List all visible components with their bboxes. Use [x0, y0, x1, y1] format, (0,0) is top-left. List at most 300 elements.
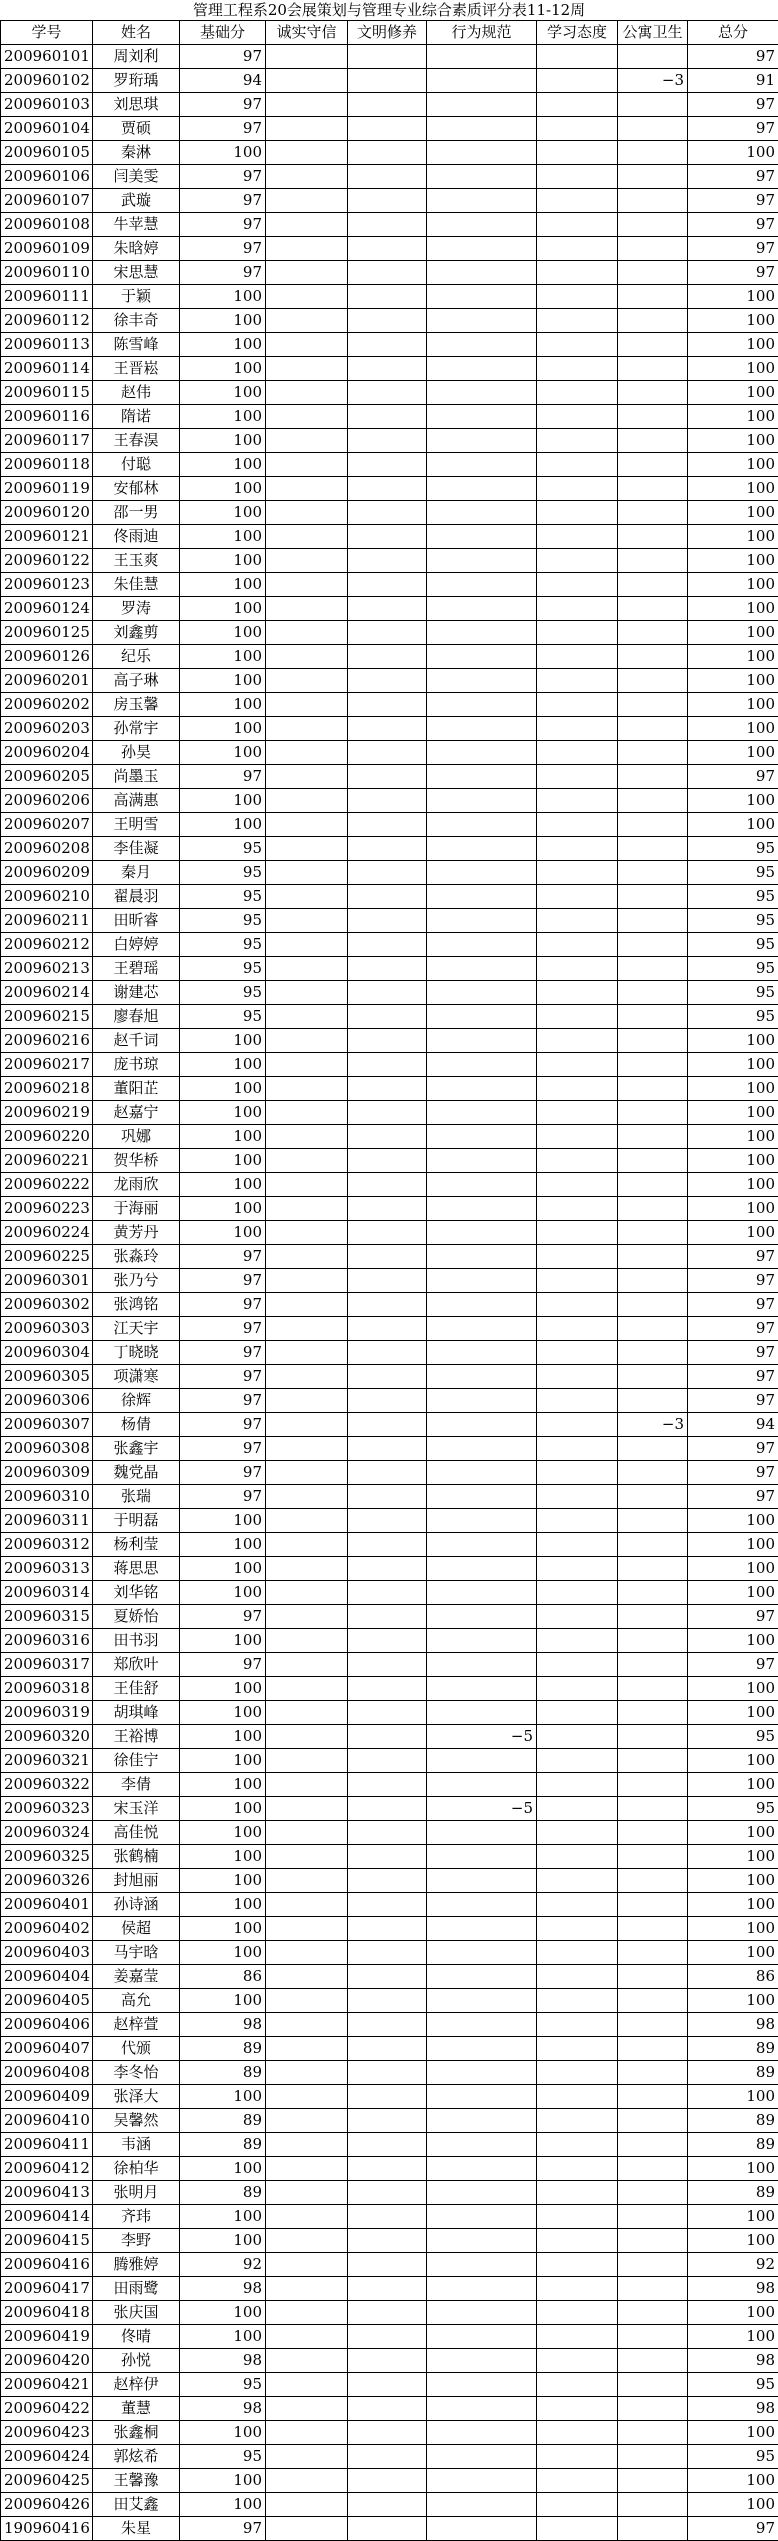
- total-cell: 98: [688, 2013, 778, 2037]
- dorm-hygiene-cell: [618, 2373, 688, 2397]
- total-cell: 100: [688, 1509, 778, 1533]
- dorm-hygiene-cell: [618, 285, 688, 309]
- name-cell: 田昕睿: [93, 909, 180, 933]
- base-score-cell: 100: [180, 1581, 266, 1605]
- table-row: [1, 1581, 778, 1605]
- civility-cell: [348, 525, 427, 549]
- total-cell: 91: [688, 69, 778, 93]
- honesty-cell: [266, 2301, 348, 2325]
- dorm-hygiene-cell: [618, 237, 688, 261]
- table-row: [1, 333, 778, 357]
- conduct-cell: [427, 1029, 537, 1053]
- dorm-hygiene-cell: [618, 1605, 688, 1629]
- civility-cell: [348, 1557, 427, 1581]
- total-cell: 95: [688, 2445, 778, 2469]
- base-score-cell: 86: [180, 1965, 266, 1989]
- table-row: [1, 1221, 778, 1245]
- conduct-cell: [427, 1005, 537, 1029]
- name-cell: 田书羽: [93, 1629, 180, 1653]
- student-id-cell: 200960422: [1, 2397, 93, 2421]
- name-cell: 牛苹慧: [93, 213, 180, 237]
- base-score-cell: 100: [180, 1533, 266, 1557]
- student-id-cell: 200960220: [1, 1125, 93, 1149]
- dorm-hygiene-cell: [618, 333, 688, 357]
- conduct-cell: [427, 1845, 537, 1869]
- civility-cell: [348, 477, 427, 501]
- dorm-hygiene-cell: [618, 1629, 688, 1653]
- honesty-cell: [266, 165, 348, 189]
- civility-cell: [348, 429, 427, 453]
- total-cell: 97: [688, 45, 778, 69]
- table-row: [1, 165, 778, 189]
- header-row: [1, 21, 778, 45]
- study-attitude-cell: [537, 477, 618, 501]
- honesty-cell: [266, 525, 348, 549]
- total-cell: 95: [688, 861, 778, 885]
- honesty-cell: [266, 2397, 348, 2421]
- table-row: [1, 1989, 778, 2013]
- honesty-cell: [266, 237, 348, 261]
- dorm-hygiene-cell: [618, 1653, 688, 1677]
- header-total: 总分: [688, 21, 778, 45]
- table-row: [1, 2397, 778, 2421]
- honesty-cell: [266, 1605, 348, 1629]
- base-score-cell: 97: [180, 213, 266, 237]
- student-id-cell: 200960111: [1, 285, 93, 309]
- name-cell: 代颁: [93, 2037, 180, 2061]
- name-cell: 张乃兮: [93, 1269, 180, 1293]
- name-cell: 徐辉: [93, 1389, 180, 1413]
- honesty-cell: [266, 381, 348, 405]
- table-row: [1, 525, 778, 549]
- table-row: [1, 1269, 778, 1293]
- conduct-cell: [427, 1149, 537, 1173]
- honesty-cell: [266, 837, 348, 861]
- name-cell: 巩娜: [93, 1125, 180, 1149]
- name-cell: 腾雅婷: [93, 2253, 180, 2277]
- name-cell: 朱佳慧: [93, 573, 180, 597]
- conduct-cell: [427, 2469, 537, 2493]
- study-attitude-cell: [537, 669, 618, 693]
- conduct-cell: −5: [427, 1725, 537, 1749]
- civility-cell: [348, 1389, 427, 1413]
- base-score-cell: 100: [180, 2229, 266, 2253]
- study-attitude-cell: [537, 1533, 618, 1557]
- honesty-cell: [266, 1293, 348, 1317]
- total-cell: 97: [688, 165, 778, 189]
- study-attitude-cell: [537, 1509, 618, 1533]
- table-row: [1, 213, 778, 237]
- dorm-hygiene-cell: [618, 381, 688, 405]
- dorm-hygiene-cell: [618, 1821, 688, 1845]
- name-cell: 佟晴: [93, 2325, 180, 2349]
- name-cell: 廖春旭: [93, 1005, 180, 1029]
- name-cell: 韦涵: [93, 2133, 180, 2157]
- base-score-cell: 100: [180, 285, 266, 309]
- conduct-cell: [427, 1533, 537, 1557]
- base-score-cell: 100: [180, 717, 266, 741]
- dorm-hygiene-cell: [618, 2109, 688, 2133]
- dorm-hygiene-cell: [618, 1461, 688, 1485]
- name-cell: 宋玉洋: [93, 1797, 180, 1821]
- conduct-cell: [427, 285, 537, 309]
- base-score-cell: 100: [180, 1989, 266, 2013]
- name-cell: 杨倩: [93, 1413, 180, 1437]
- conduct-cell: [427, 1629, 537, 1653]
- total-cell: 100: [688, 1053, 778, 1077]
- conduct-cell: [427, 1389, 537, 1413]
- total-cell: 92: [688, 2253, 778, 2277]
- name-cell: 高满惠: [93, 789, 180, 813]
- civility-cell: [348, 1797, 427, 1821]
- civility-cell: [348, 885, 427, 909]
- table-row: [1, 2037, 778, 2061]
- conduct-cell: [427, 405, 537, 429]
- total-cell: 100: [688, 1773, 778, 1797]
- civility-cell: [348, 2349, 427, 2373]
- student-id-cell: 190960416: [1, 2517, 93, 2541]
- total-cell: 98: [688, 2397, 778, 2421]
- honesty-cell: [266, 1845, 348, 1869]
- student-id-cell: 200960326: [1, 1869, 93, 1893]
- honesty-cell: [266, 93, 348, 117]
- name-cell: 姜嘉莹: [93, 1965, 180, 1989]
- base-score-cell: 97: [180, 117, 266, 141]
- table-row: [1, 2325, 778, 2349]
- base-score-cell: 98: [180, 2397, 266, 2421]
- civility-cell: [348, 669, 427, 693]
- conduct-cell: [427, 813, 537, 837]
- name-cell: 高子琳: [93, 669, 180, 693]
- base-score-cell: 100: [180, 1149, 266, 1173]
- dorm-hygiene-cell: [618, 189, 688, 213]
- student-id-cell: 200960214: [1, 981, 93, 1005]
- conduct-cell: [427, 2205, 537, 2229]
- base-score-cell: 95: [180, 933, 266, 957]
- student-id-cell: 200960414: [1, 2205, 93, 2229]
- total-cell: 100: [688, 717, 778, 741]
- conduct-cell: [427, 1653, 537, 1677]
- total-cell: 100: [688, 1029, 778, 1053]
- conduct-cell: [427, 1581, 537, 1605]
- honesty-cell: [266, 1197, 348, 1221]
- study-attitude-cell: [537, 1197, 618, 1221]
- name-cell: 安郁林: [93, 477, 180, 501]
- civility-cell: [348, 1437, 427, 1461]
- dorm-hygiene-cell: [618, 813, 688, 837]
- total-cell: 89: [688, 2109, 778, 2133]
- student-id-cell: 200960116: [1, 405, 93, 429]
- honesty-cell: [266, 1557, 348, 1581]
- total-cell: 100: [688, 1845, 778, 1869]
- total-cell: 100: [688, 693, 778, 717]
- base-score-cell: 100: [180, 1773, 266, 1797]
- student-id-cell: 200960121: [1, 525, 93, 549]
- conduct-cell: [427, 309, 537, 333]
- civility-cell: [348, 597, 427, 621]
- student-id-cell: 200960411: [1, 2133, 93, 2157]
- total-cell: 97: [688, 1365, 778, 1389]
- dorm-hygiene-cell: [618, 2349, 688, 2373]
- civility-cell: [348, 1821, 427, 1845]
- base-score-cell: 100: [180, 333, 266, 357]
- name-cell: 马宇晗: [93, 1941, 180, 1965]
- conduct-cell: [427, 573, 537, 597]
- study-attitude-cell: [537, 1965, 618, 1989]
- dorm-hygiene-cell: [618, 1149, 688, 1173]
- table-row: [1, 1413, 778, 1437]
- base-score-cell: 89: [180, 2181, 266, 2205]
- honesty-cell: [266, 405, 348, 429]
- study-attitude-cell: [537, 549, 618, 573]
- study-attitude-cell: [537, 501, 618, 525]
- table-row: [1, 45, 778, 69]
- student-id-cell: 200960413: [1, 2181, 93, 2205]
- dorm-hygiene-cell: [618, 1509, 688, 1533]
- student-id-cell: 200960212: [1, 933, 93, 957]
- total-cell: 95: [688, 885, 778, 909]
- conduct-cell: [427, 1773, 537, 1797]
- base-score-cell: 100: [180, 1029, 266, 1053]
- dorm-hygiene-cell: [618, 165, 688, 189]
- study-attitude-cell: [537, 2037, 618, 2061]
- study-attitude-cell: [537, 1749, 618, 1773]
- civility-cell: [348, 1725, 427, 1749]
- honesty-cell: [266, 2133, 348, 2157]
- student-id-cell: 200960407: [1, 2037, 93, 2061]
- total-cell: 100: [688, 549, 778, 573]
- civility-cell: [348, 909, 427, 933]
- name-cell: 夏娇怡: [93, 1605, 180, 1629]
- honesty-cell: [266, 117, 348, 141]
- name-cell: 纪乐: [93, 645, 180, 669]
- civility-cell: [348, 1365, 427, 1389]
- study-attitude-cell: [537, 1557, 618, 1581]
- total-cell: 95: [688, 837, 778, 861]
- base-score-cell: 95: [180, 2445, 266, 2469]
- total-cell: 97: [688, 1653, 778, 1677]
- study-attitude-cell: [537, 1821, 618, 1845]
- student-id-cell: 200960109: [1, 237, 93, 261]
- civility-cell: [348, 261, 427, 285]
- honesty-cell: [266, 2373, 348, 2397]
- conduct-cell: [427, 1989, 537, 2013]
- study-attitude-cell: [537, 2061, 618, 2085]
- base-score-cell: 100: [180, 405, 266, 429]
- total-cell: 100: [688, 1077, 778, 1101]
- civility-cell: [348, 1989, 427, 2013]
- honesty-cell: [266, 1149, 348, 1173]
- dorm-hygiene-cell: [618, 2421, 688, 2445]
- student-id-cell: 200960419: [1, 2325, 93, 2349]
- table-row: [1, 1341, 778, 1365]
- study-attitude-cell: [537, 1917, 618, 1941]
- base-score-cell: 95: [180, 861, 266, 885]
- table-row: [1, 2277, 778, 2301]
- base-score-cell: 100: [180, 1917, 266, 1941]
- total-cell: 100: [688, 501, 778, 525]
- study-attitude-cell: [537, 2325, 618, 2349]
- table-row: [1, 309, 778, 333]
- study-attitude-cell: [537, 1581, 618, 1605]
- dorm-hygiene-cell: [618, 2181, 688, 2205]
- base-score-cell: 100: [180, 621, 266, 645]
- honesty-cell: [266, 1893, 348, 1917]
- table-row: [1, 429, 778, 453]
- study-attitude-cell: [537, 741, 618, 765]
- study-attitude-cell: [537, 1461, 618, 1485]
- dorm-hygiene-cell: [618, 1941, 688, 1965]
- civility-cell: [348, 1965, 427, 1989]
- study-attitude-cell: [537, 2373, 618, 2397]
- total-cell: 100: [688, 477, 778, 501]
- study-attitude-cell: [537, 2445, 618, 2469]
- conduct-cell: [427, 1461, 537, 1485]
- table-row: [1, 1965, 778, 1989]
- student-id-cell: 200960110: [1, 261, 93, 285]
- conduct-cell: [427, 1293, 537, 1317]
- table-row: [1, 2301, 778, 2325]
- name-cell: 付聪: [93, 453, 180, 477]
- dorm-hygiene-cell: −3: [618, 1413, 688, 1437]
- student-id-cell: 200960309: [1, 1461, 93, 1485]
- total-cell: 97: [688, 237, 778, 261]
- conduct-cell: [427, 501, 537, 525]
- name-cell: 于颖: [93, 285, 180, 309]
- base-score-cell: 98: [180, 2013, 266, 2037]
- conduct-cell: [427, 453, 537, 477]
- study-attitude-cell: [537, 1269, 618, 1293]
- study-attitude-cell: [537, 1125, 618, 1149]
- honesty-cell: [266, 861, 348, 885]
- table-row: [1, 2373, 778, 2397]
- study-attitude-cell: [537, 645, 618, 669]
- table-row: [1, 1845, 778, 1869]
- study-attitude-cell: [537, 165, 618, 189]
- student-id-cell: 200960325: [1, 1845, 93, 1869]
- name-cell: 龙雨欣: [93, 1173, 180, 1197]
- total-cell: 100: [688, 1149, 778, 1173]
- dorm-hygiene-cell: [618, 1365, 688, 1389]
- sheet-title: 管理工程系20会展策划与管理专业综合素质评分表11-12周: [0, 0, 778, 20]
- civility-cell: [348, 2493, 427, 2517]
- total-cell: 100: [688, 1533, 778, 1557]
- dorm-hygiene-cell: [618, 309, 688, 333]
- honesty-cell: [266, 573, 348, 597]
- honesty-cell: [266, 1485, 348, 1509]
- civility-cell: [348, 1461, 427, 1485]
- conduct-cell: [427, 717, 537, 741]
- dorm-hygiene-cell: [618, 645, 688, 669]
- table-row: [1, 2493, 778, 2517]
- base-score-cell: 100: [180, 1701, 266, 1725]
- conduct-cell: [427, 2325, 537, 2349]
- honesty-cell: [266, 2421, 348, 2445]
- name-cell: 田艾鑫: [93, 2493, 180, 2517]
- honesty-cell: [266, 2469, 348, 2493]
- total-cell: 100: [688, 285, 778, 309]
- civility-cell: [348, 2085, 427, 2109]
- name-cell: 郑欣叶: [93, 1653, 180, 1677]
- total-cell: 100: [688, 1581, 778, 1605]
- total-cell: 97: [688, 189, 778, 213]
- student-id-cell: 200960217: [1, 1053, 93, 1077]
- total-cell: 97: [688, 1293, 778, 1317]
- dorm-hygiene-cell: [618, 909, 688, 933]
- conduct-cell: [427, 765, 537, 789]
- honesty-cell: [266, 933, 348, 957]
- name-cell: 李倩: [93, 1773, 180, 1797]
- study-attitude-cell: [537, 981, 618, 1005]
- table-row: [1, 861, 778, 885]
- student-id-cell: 200960409: [1, 2085, 93, 2109]
- study-attitude-cell: [537, 1389, 618, 1413]
- student-id-cell: 200960221: [1, 1149, 93, 1173]
- dorm-hygiene-cell: [618, 1893, 688, 1917]
- study-attitude-cell: [537, 1437, 618, 1461]
- study-attitude-cell: [537, 1221, 618, 1245]
- conduct-cell: [427, 1965, 537, 1989]
- study-attitude-cell: [537, 1653, 618, 1677]
- study-attitude-cell: [537, 861, 618, 885]
- base-score-cell: 97: [180, 1269, 266, 1293]
- name-cell: 闫美雯: [93, 165, 180, 189]
- civility-cell: [348, 2469, 427, 2493]
- name-cell: 胡琪峰: [93, 1701, 180, 1725]
- dorm-hygiene-cell: [618, 2277, 688, 2301]
- total-cell: 86: [688, 1965, 778, 1989]
- conduct-cell: [427, 1557, 537, 1581]
- study-attitude-cell: [537, 333, 618, 357]
- total-cell: 100: [688, 429, 778, 453]
- table-row: [1, 981, 778, 1005]
- study-attitude-cell: [537, 357, 618, 381]
- name-cell: 张鑫桐: [93, 2421, 180, 2445]
- total-cell: 100: [688, 333, 778, 357]
- conduct-cell: [427, 1701, 537, 1725]
- table-row: [1, 1677, 778, 1701]
- total-cell: 100: [688, 2325, 778, 2349]
- name-cell: 房玉馨: [93, 693, 180, 717]
- conduct-cell: [427, 2109, 537, 2133]
- total-cell: 100: [688, 357, 778, 381]
- name-cell: 董阳芷: [93, 1077, 180, 1101]
- base-score-cell: 97: [180, 1485, 266, 1509]
- study-attitude-cell: [537, 1869, 618, 1893]
- civility-cell: [348, 501, 427, 525]
- civility-cell: [348, 69, 427, 93]
- total-cell: 100: [688, 1173, 778, 1197]
- name-cell: 齐玮: [93, 2205, 180, 2229]
- total-cell: 100: [688, 1101, 778, 1125]
- table-row: [1, 1869, 778, 1893]
- honesty-cell: [266, 1869, 348, 1893]
- student-id-cell: 200960403: [1, 1941, 93, 1965]
- dorm-hygiene-cell: [618, 981, 688, 1005]
- name-cell: 李佳凝: [93, 837, 180, 861]
- conduct-cell: [427, 2181, 537, 2205]
- base-score-cell: 100: [180, 1821, 266, 1845]
- student-id-cell: 200960108: [1, 213, 93, 237]
- civility-cell: [348, 1101, 427, 1125]
- dorm-hygiene-cell: [618, 1269, 688, 1293]
- base-score-cell: 100: [180, 1749, 266, 1773]
- civility-cell: [348, 213, 427, 237]
- civility-cell: [348, 2013, 427, 2037]
- study-attitude-cell: [537, 1485, 618, 1509]
- honesty-cell: [266, 1701, 348, 1725]
- base-score-cell: 100: [180, 1725, 266, 1749]
